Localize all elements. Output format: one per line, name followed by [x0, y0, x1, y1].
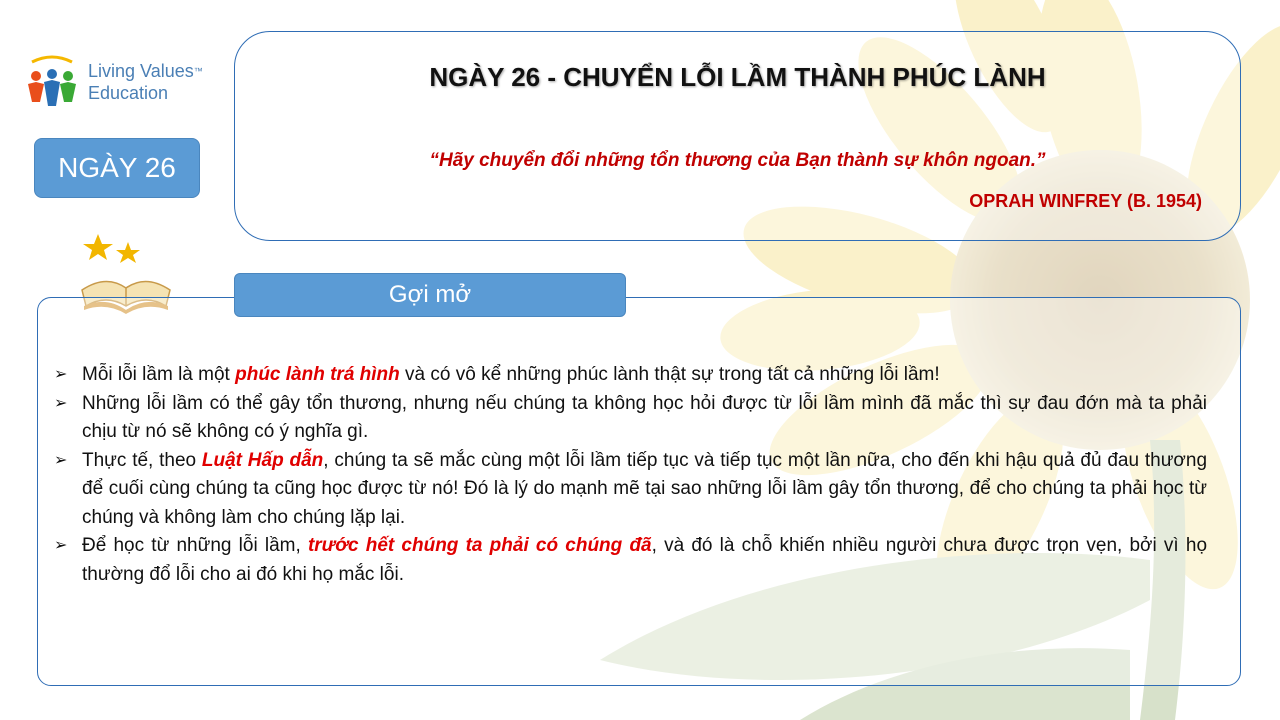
logo-line-2: Education [88, 83, 169, 103]
bullet-arrow-icon: ➢ [54, 451, 68, 469]
bullet-item-4: ➢ Để học từ những lỗi lầm, trước hết chúng ta phải có chúng đã, và đó là chỗ khiến nhiều người chưa được trọn vẹn, bởi vì họ thường đổ lỗi cho ai đó khi họ mắc lỗi. [52, 532, 1207, 589]
quote-text: “Hãy chuyển đổi những tổn thương của Bạn thành sự khôn ngoan.” [429, 150, 1046, 171]
bullet-highlight: trước hết chúng ta phải có chúng đã [307, 535, 652, 556]
header-box [234, 31, 1241, 241]
living-values-logo [22, 52, 222, 118]
bullet-arrow-icon: ➢ [54, 537, 68, 554]
page-title: NGÀY 26 - CHUYỂN LỖI LẦM THÀNH PHÚC LÀNH [429, 62, 1046, 92]
quote-author: OPRAH WINFREY (B. 1954) [969, 191, 1202, 211]
bullet-arrow-icon: ➢ [54, 394, 68, 412]
bullet-list [52, 361, 1207, 589]
children-logo-icon [22, 52, 82, 118]
logo-line-1: Living Values [88, 61, 194, 81]
bullet-highlight: phúc lành trá hình [235, 364, 400, 385]
bullet-item-1: ➢ Mỗi lỗi lầm là một phúc lành trá hình và có vô kể những phúc lành thật sự trong tất cả những lỗi lầm! [52, 361, 1207, 390]
section-tab-goi-mo: Gợi mở [234, 273, 626, 317]
logo-trademark: ™ [193, 66, 203, 76]
bullet-item-3: ➢ Thực tế, theo Luật Hấp dẫn, chúng ta sẽ mắc cùng một lỗi lầm tiếp tục và tiếp tục một lần nữa, cho đến khi hậu quả đủ đau thương để cuối cùng chúng ta cũng học được từ nó! Đó là lý do mạnh mẽ tại sao những lỗi lầm gây tổn thương, để cho chúng ta phải học từ chúng và không làm cho chúng lặp lại. [52, 447, 1207, 533]
bullet-arrow-icon: ➢ [54, 366, 68, 383]
day-badge: NGÀY 26 [34, 138, 200, 198]
bullet-item-2: ➢ Những lỗi lầm có thể gây tổn thương, nhưng nếu chúng ta không học hỏi được từ lỗi lầm mình đã mắc thì sự đau đớn mà ta phải chịu từ nó sẽ không có ý nghĩa gì. [52, 390, 1207, 447]
bullet-highlight: Luật Hấp dẫn [201, 449, 324, 471]
